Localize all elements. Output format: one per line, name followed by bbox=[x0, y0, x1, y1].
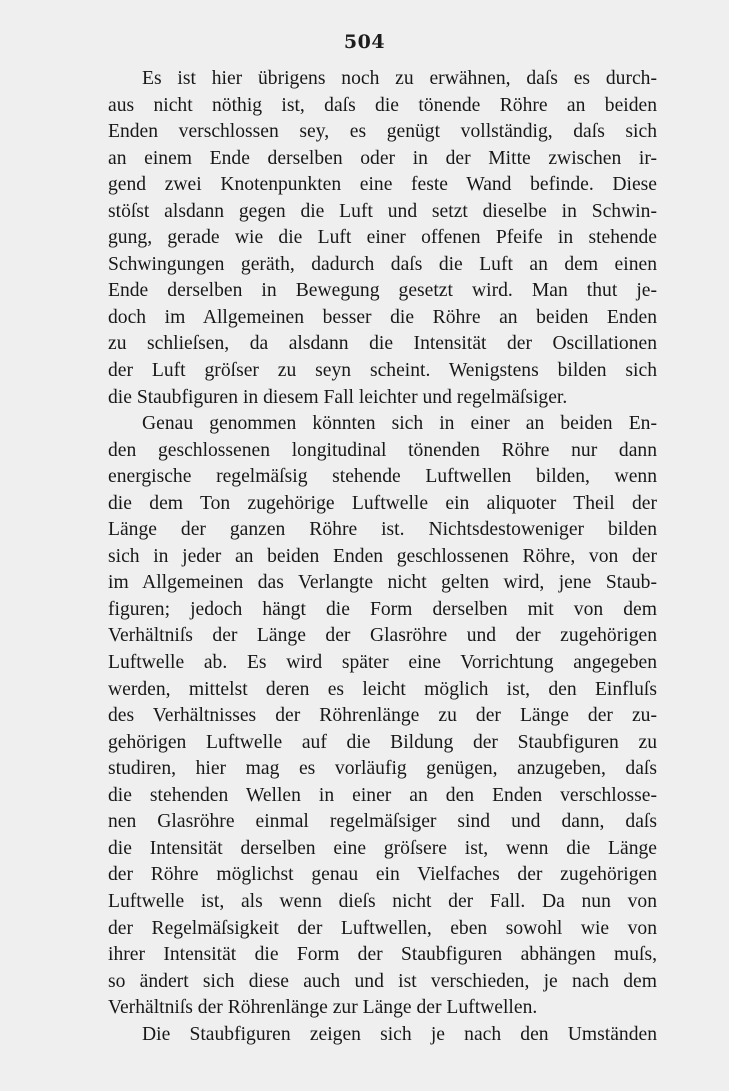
text-line: studiren, hier mag es vorläufig genügen, anzugeben, daſs bbox=[108, 758, 657, 780]
text-line: die Intensität derselben eine gröſsere ist, wenn die Länge bbox=[108, 837, 657, 859]
text-line: der Luft gröſser zu seyn scheint. Wenigstens bilden sich bbox=[108, 360, 657, 382]
text-line: der Regelmäſsigkeit der Luftwellen, eben sowohl wie von bbox=[108, 917, 657, 939]
text-line: so ändert sich diese auch und ist verschieden, je nach dem bbox=[108, 970, 657, 992]
text-line: gend zwei Knotenpunkten eine feste Wand befinde. Diese bbox=[108, 174, 657, 196]
text-line: nen Glasröhre einmal regelmäſsiger sind und dann, daſs bbox=[108, 811, 657, 833]
text-line: an einem Ende derselben oder in der Mitte zwischen ir- bbox=[108, 147, 657, 169]
text-line: energische regelmäſsig stehende Luftwellen bilden, wenn bbox=[108, 466, 657, 488]
text-line: gung, gerade wie die Luft einer offenen Pfeife in stehende bbox=[108, 227, 657, 249]
text-line: stöſst alsdann gegen die Luft und setzt dieselbe in Schwin- bbox=[108, 200, 657, 222]
text-line: Verhältniſs der Länge der Glasröhre und der zugehörigen bbox=[108, 625, 657, 647]
text-line: gehörigen Luftwelle auf die Bildung der Staubfiguren zu bbox=[108, 731, 657, 753]
text-line: Länge der ganzen Röhre ist. Nichtsdestoweniger bilden bbox=[108, 519, 657, 541]
text-line: zu schlieſsen, da alsdann die Intensität der Oscillationen bbox=[108, 333, 657, 355]
text-line: Enden verschlossen sey, es genügt vollständig, daſs sich bbox=[108, 121, 657, 143]
text-line: Genau genommen könnten sich in einer an beiden En- bbox=[142, 413, 657, 435]
text-line: die Staubfiguren in diesem Fall leichter und regelmäſsiger. bbox=[108, 386, 568, 408]
text-line: Luftwelle ab. Es wird später eine Vorrichtung angegeben bbox=[108, 652, 657, 674]
text-line: aus nicht nöthig ist, daſs die tönende Röhre an beiden bbox=[108, 94, 657, 116]
text-line: figuren; jedoch hängt die Form derselben mit von dem bbox=[108, 598, 657, 620]
text-line: im Allgemeinen das Verlangte nicht gelten wird, jene Staub- bbox=[108, 572, 657, 594]
text-line: des Verhältnisses der Röhrenlänge zu der Länge der zu- bbox=[108, 705, 657, 727]
text-line: den geschlossenen longitudinal tönenden Röhre nur dann bbox=[108, 439, 657, 461]
text-line: Die Staubfiguren zeigen sich je nach den Umständen bbox=[142, 1023, 657, 1045]
text-line: Es ist hier übrigens noch zu erwähnen, daſs es durch- bbox=[142, 68, 657, 89]
text-line: Schwingungen geräth, dadurch daſs die Luft an dem einen bbox=[108, 253, 657, 275]
text-line: Ende derselben in Bewegung gesetzt wird. Man thut je- bbox=[108, 280, 657, 302]
text-line: die dem Ton zugehörige Luftwelle ein aliquoter Theil der bbox=[108, 492, 657, 514]
text-line: Luftwelle ist, als wenn dieſs nicht der Fall. Da nun von bbox=[108, 890, 657, 912]
body-text bbox=[108, 66, 657, 1048]
text-line: Verhältniſs der Röhrenlänge zur Länge der Luftwellen. bbox=[108, 997, 538, 1019]
text-line: der Röhre möglichst genau ein Vielfaches der zugehörigen bbox=[108, 864, 657, 886]
text-line: die stehenden Wellen in einer an den Enden verschlosse- bbox=[108, 784, 657, 806]
text-line: doch im Allgemeinen besser die Röhre an beiden Enden bbox=[108, 306, 657, 328]
text-line: ihrer Intensität die Form der Staubfiguren abhängen muſs, bbox=[108, 944, 657, 966]
text-line: sich in jeder an beiden Enden geschlossenen Röhre, von der bbox=[108, 545, 657, 567]
text-line: werden, mittelst deren es leicht möglich ist, den Einfluſs bbox=[108, 678, 657, 700]
page-number: 504 bbox=[343, 31, 386, 53]
